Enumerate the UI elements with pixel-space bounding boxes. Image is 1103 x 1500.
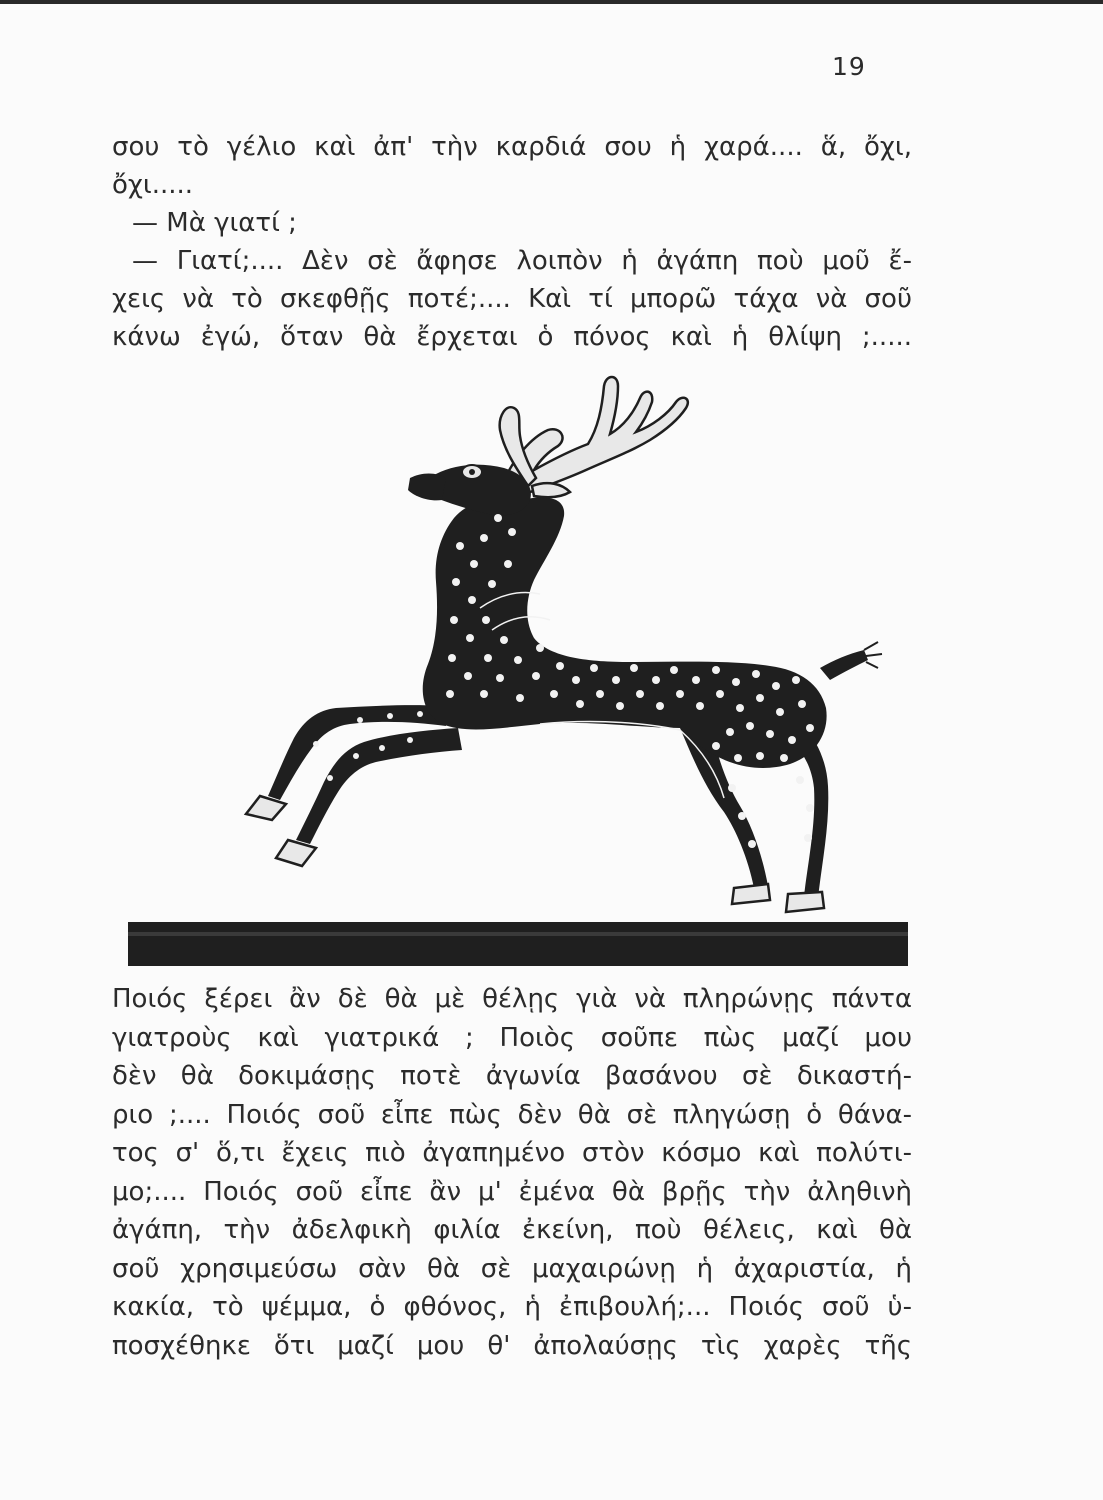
text-line: ποσχέθηκε ὅτι μαζί μου θ' ἀπολαύσῃς τὶς χαρὲς τῆς <box>112 1330 912 1361</box>
text-line: ριο ;.... Ποιός σοῦ εἶπε πὼς δὲν θὰ σὲ πληγώσῃ ὁ θάνα- <box>112 1099 912 1130</box>
text-line: τος σ' ὅ,τι ἔχεις πιὸ ἀγαπημένο στὸν κόσμο καὶ πολύτι- <box>112 1138 912 1168</box>
leaping-deer-icon <box>120 368 910 974</box>
page-number: 19 <box>832 52 866 81</box>
antlers <box>500 377 688 496</box>
text-block-top <box>112 128 912 356</box>
text-line: κάνω ἐγώ, ὅταν θὰ ἔρχεται ὁ πόνος καὶ ἡ θλίψη ;..... <box>112 322 912 352</box>
scan-top-edge <box>0 0 1103 4</box>
text-line: κακία, τὸ ψέμμα, ὁ φθόνος, ἡ ἐπιβουλή;... Ποιός σοῦ ὑ- <box>112 1292 912 1322</box>
text-line: χεις νὰ τὸ σκεφθῇς ποτέ;.... Καὶ τί μπορῶ τάχα νὰ σοῦ <box>112 284 912 314</box>
dialogue-line: — Μὰ γιατί ; <box>132 208 297 238</box>
text-line: δὲν θὰ δοκιμάσῃς ποτὲ ἀγωνία βασάνου σὲ δικαστή- <box>112 1061 912 1091</box>
text-line: σου τὸ γέλιο καὶ ἀπ' τὴν καρδιά σου ἡ χαρά.... ἅ, ὄχι, <box>112 132 912 162</box>
text-line: μο;.... Ποιός σοῦ εἶπε ἂν μ' ἐμένα θὰ βρῇς τὴν ἀληθινὴ <box>112 1176 912 1207</box>
text-line: γιατροὺς καὶ γιατρικά ; Ποιὸς σοῦπε πὼς μαζί μου <box>112 1022 912 1053</box>
dialogue-line: — Γιατί;.... Δὲν σὲ ἄφησε λοιπὸν ἡ ἀγάπη ποὺ μοῦ ἔ- <box>132 246 912 276</box>
text-line: ἀγάπη, τὴν ἀδελφικὴ φιλία ἐκείνη, ποὺ θέλεις, καὶ θὰ <box>112 1215 912 1245</box>
text-block-bottom <box>112 980 912 1365</box>
deer-body <box>408 465 882 768</box>
deer-illustration <box>120 368 910 974</box>
text-line: ὄχι..... <box>112 170 194 200</box>
text-line: σοῦ χρησιμεύσω σὰν θὰ σὲ μαχαιρώνῃ ἡ ἀχαριστία, ἡ <box>112 1253 912 1284</box>
ground-bar <box>128 922 908 966</box>
text-line: Ποιός ξέρει ἂν δὲ θὰ μὲ θέλῃς γιὰ νὰ πληρώνῃς πάντα <box>112 984 912 1014</box>
